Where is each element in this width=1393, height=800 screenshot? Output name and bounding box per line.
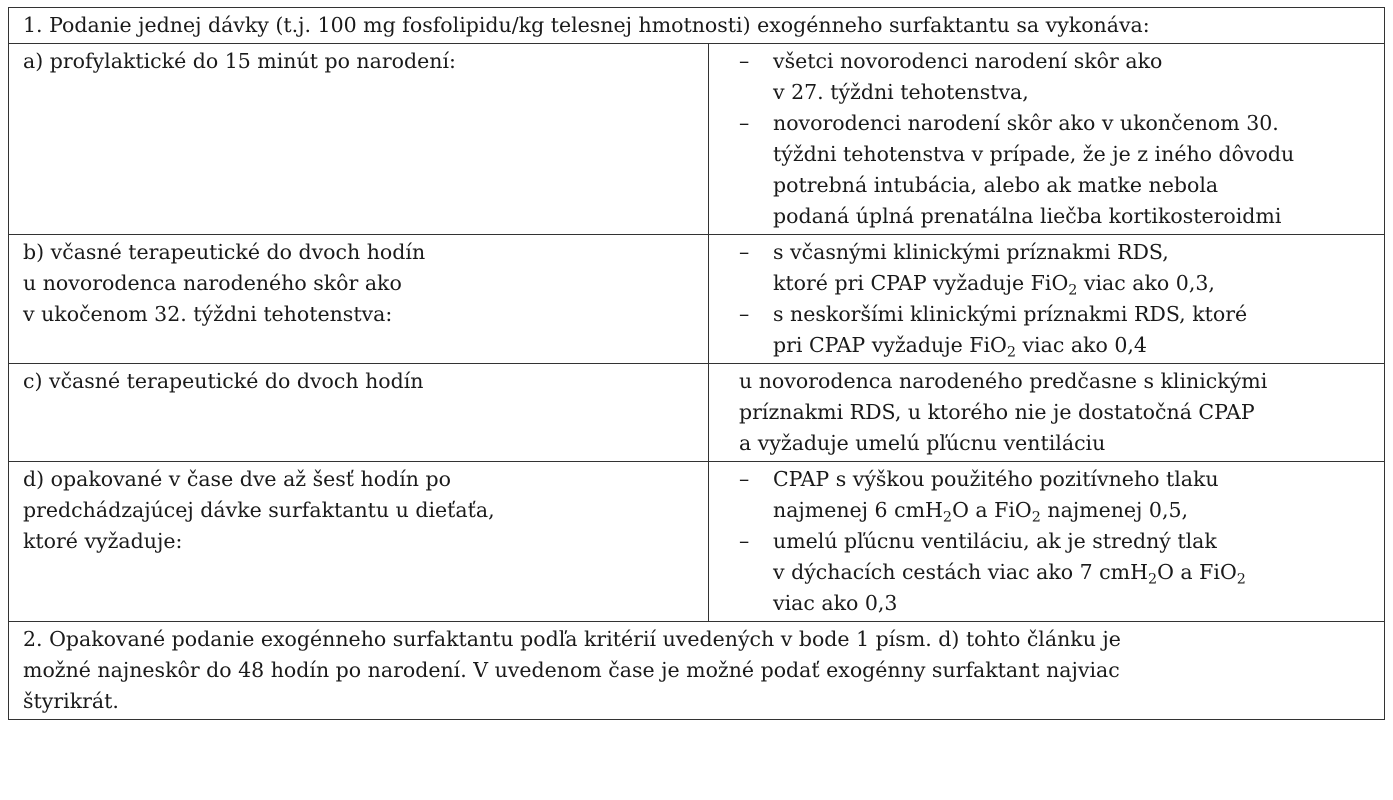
row-a-r5: potrebná intubácia, alebo ak matke nebola (773, 173, 1219, 197)
row-b-r2 (739, 268, 1374, 299)
row-b-l3: v ukočenom 32. týždni tehotenstva: (23, 302, 393, 326)
row-d-item-2 (739, 526, 1374, 557)
subscript-2: 2 (1068, 282, 1078, 299)
row-b-r4b: viac ako 0,4 (1015, 333, 1147, 357)
subscript-2: 2 (1147, 571, 1158, 588)
header-text: 1. Podanie jednej dávky (t.j. 100 mg fosfolipidu/kg telesnej hmotnosti) exogénneho surfaktantu sa vykonáva: (23, 13, 1150, 37)
row-c-r3: a vyžaduje umelú pľúcnu ventiláciu (739, 431, 1106, 455)
row-a-criteria (709, 44, 1385, 235)
row-a-left-text: a) profylaktické do 15 minút po narodení: (23, 49, 456, 73)
dash-mark: – (739, 467, 750, 491)
footer-l3: štyrikrát. (23, 689, 119, 713)
row-c-condition (9, 364, 709, 462)
row-a-item-1 (739, 46, 1374, 77)
row-b (9, 235, 1385, 364)
footer-l2: možné najneskôr do 48 hodín po narodení. V uvedenom čase je možné podať exogénny surfaktant najviac (23, 658, 1120, 682)
row-a-condition (9, 44, 709, 235)
row-d-r2b: O a FiO (952, 498, 1032, 522)
row-d-r2 (739, 495, 1374, 526)
row-d-r4b: O a FiO (1157, 560, 1237, 584)
row-a-r2: v 27. týždni tehotenstva, (773, 80, 1029, 104)
dash-mark: – (739, 49, 750, 73)
subscript-2: 2 (1236, 571, 1246, 588)
row-b-item-1 (739, 237, 1374, 268)
row-b-r2b: viac ako 0,3, (1077, 271, 1215, 295)
row-a-r3: novorodenci narodení skôr ako v ukončenom 30. (773, 111, 1279, 135)
row-a-r1: všetci novorodenci narodení skôr ako (773, 49, 1163, 73)
row-b-l1: b) včasné terapeutické do dvoch hodín (23, 240, 426, 264)
row-d-l2: predchádzajúcej dávke surfaktantu u dieťaťa, (23, 498, 495, 522)
row-d-l1: d) opakované v čase dve až šesť hodín po (23, 467, 451, 491)
surfactant-criteria-table (8, 7, 1385, 720)
subscript-2: 2 (1031, 509, 1041, 526)
dash-mark: – (739, 240, 750, 264)
row-b-condition (9, 235, 709, 364)
row-d-l3: ktoré vyžaduje: (23, 529, 183, 553)
dash-mark: – (739, 111, 750, 135)
row-b-r4a: pri CPAP vyžaduje FiO (773, 333, 1007, 357)
row-b-r3: s neskoršími klinickými príznakmi RDS, ktoré (773, 302, 1248, 326)
footer-row (9, 622, 1385, 720)
row-b-r4 (739, 330, 1374, 361)
row-c-r2: príznakmi RDS, u ktorého nie je dostatočná CPAP (739, 400, 1255, 424)
row-d-r3: umelú pľúcnu ventiláciu, ak je stredný tlak (773, 529, 1217, 553)
dash-mark: – (739, 529, 750, 553)
row-b-r1: s včasnými klinickými príznakmi RDS, (773, 240, 1169, 264)
row-a-r6: podaná úplná prenatálna liečba kortikosteroidmi (773, 204, 1282, 228)
row-c-r1: u novorodenca narodeného predčasne s klinickými (739, 369, 1268, 393)
row-d-r1: CPAP s výškou použitého pozitívneho tlaku (773, 467, 1219, 491)
row-b-item-2 (739, 299, 1374, 330)
subscript-2: 2 (1006, 344, 1016, 361)
row-d-r4 (739, 557, 1374, 588)
subscript-2: 2 (942, 509, 953, 526)
row-d-r2c: najmenej 0,5, (1040, 498, 1189, 522)
footer-cell (9, 622, 1385, 720)
footer-l1: 2. Opakované podanie exogénneho surfaktantu podľa kritérií uvedených v bode 1 písm. d) tohto článku je (23, 627, 1121, 651)
row-d-item-1 (739, 464, 1374, 495)
header-row (9, 8, 1385, 44)
row-c (9, 364, 1385, 462)
row-c-left-text: c) včasné terapeutické do dvoch hodín (23, 369, 424, 393)
row-d-condition (9, 462, 709, 622)
row-d-r2a: najmenej 6 cmH (773, 498, 943, 522)
row-b-r2a: ktoré pri CPAP vyžaduje FiO (773, 271, 1069, 295)
row-d-criteria (709, 462, 1385, 622)
row-c-criteria (709, 364, 1385, 462)
header-cell (9, 8, 1385, 44)
row-a (9, 44, 1385, 235)
row-d-r5: viac ako 0,3 (773, 591, 898, 615)
dash-mark: – (739, 302, 750, 326)
row-b-criteria (709, 235, 1385, 364)
row-d (9, 462, 1385, 622)
row-d-r4a: v dýchacích cestách viac ako 7 cmH (773, 560, 1148, 584)
row-b-l2: u novorodenca narodeného skôr ako (23, 271, 402, 295)
row-a-r4: týždni tehotenstva v prípade, že je z iného dôvodu (773, 142, 1295, 166)
row-a-item-2 (739, 108, 1374, 139)
